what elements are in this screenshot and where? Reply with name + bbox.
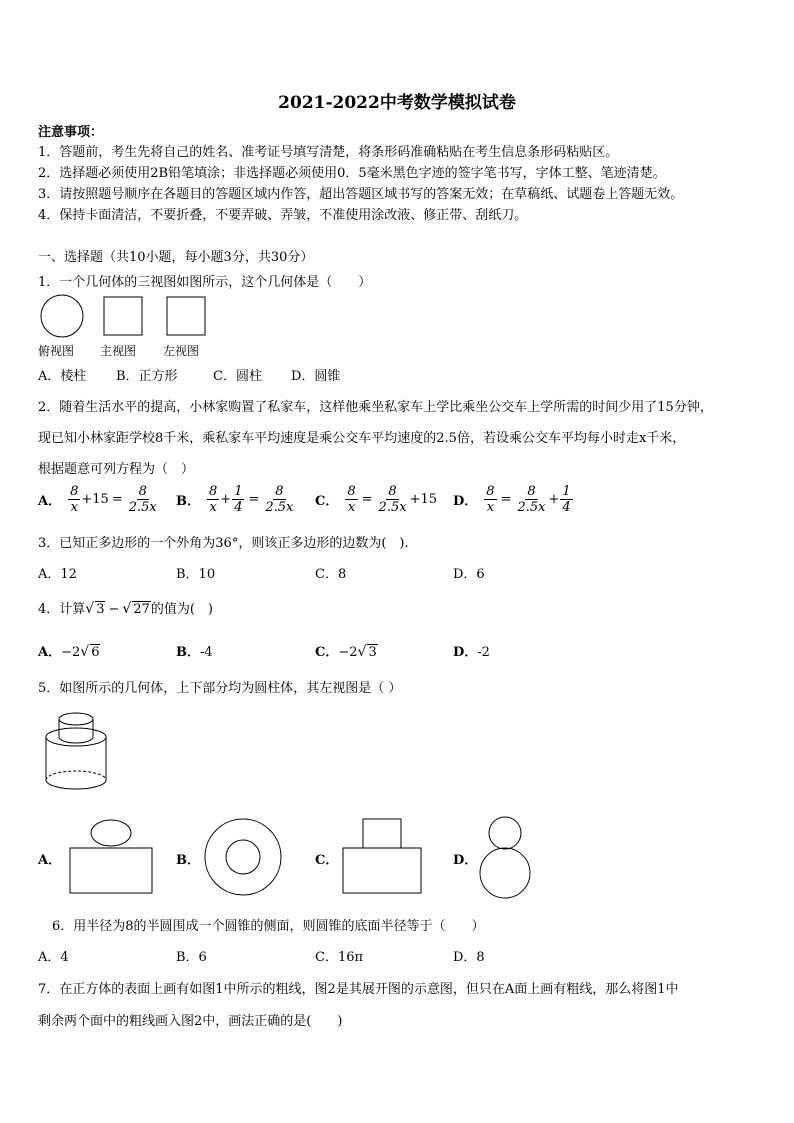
- fraction: $\frac{1}{4}$: [562, 484, 571, 515]
- q5-solid-figure: [38, 710, 110, 792]
- q6-option-c: C．16π: [315, 950, 364, 965]
- q4-option-c: C．−2√ 3: [315, 644, 377, 660]
- option-label: D．: [453, 494, 478, 509]
- q3-stem: 3．已知正多边形的一个外角为36°，则该正多边形的边数为( ).: [38, 536, 409, 551]
- q4-option-b: B．-4: [176, 645, 213, 660]
- q4-option-d: D．-2: [453, 645, 490, 660]
- q1-three-views: [38, 294, 218, 342]
- q7-line-2: 剩余两个面中的粗线画入图2中，画法正确的是( ): [38, 1014, 343, 1029]
- fraction: $\frac{8}{2.5x}$: [517, 484, 546, 515]
- q5-option-a-figure: [68, 818, 154, 896]
- q2-option-d: D． $\frac{8}{x}$ = $\frac{8}{2.5x}$ + $\frac{1}{4}$: [453, 484, 571, 515]
- q2-line-1: 2．随着生活水平的提高，小林家购置了私家车，这样他乘坐私家车上学比乘坐公交车上学所需的时间少用了15分钟，: [38, 400, 713, 415]
- section-heading: 一、选择题（共10小题，每小题3分，共30分）: [38, 250, 314, 265]
- q1-stem: 1．一个几何体的三视图如图所示，这个几何体是（ ）: [38, 275, 372, 290]
- fraction: $\frac{8}{x}$: [347, 484, 356, 515]
- notice-item-4: 4．保持卡面清洁，不要折叠，不要弄破、弄皱，不准使用涂改液、修正带、刮纸刀。: [38, 208, 528, 223]
- fraction: $\frac{8}{x}$: [70, 484, 79, 515]
- top-view-circle: [41, 295, 83, 337]
- side-view-square: [167, 297, 205, 335]
- q6-option-d: D．8: [453, 950, 485, 965]
- fraction: $\frac{8}{2.5x}$: [378, 484, 407, 515]
- q3-option-a: A．12: [38, 567, 77, 582]
- q1-option-b: B．正方形: [116, 369, 178, 384]
- q2-line-3: 根据题意可列方程为（ ）: [38, 462, 195, 477]
- q6-option-a: A．4: [38, 950, 69, 965]
- option-label: B．: [176, 494, 200, 509]
- q2-option-c: C． $\frac{8}{x}$ = $\frac{8}{2.5x}$ +15: [315, 484, 437, 515]
- q6-stem: 6．用半径为8的半圆围成一个圆锥的侧面，则圆锥的底面半径等于（ ）: [52, 919, 485, 934]
- notice-heading: 注意事项：: [38, 125, 104, 140]
- q2-line-2: 现已知小林家距学校8千米，乘私家车平均速度是乘公交车平均速度的2.5倍，若设乘公交车平均每小时走x千米，: [38, 431, 686, 446]
- q3-option-b: B．10: [176, 567, 216, 582]
- q2-option-a: A． $\frac{8}{x}$ +15 = $\frac{8}{2.5x}$: [38, 484, 157, 515]
- q1-option-c: C．圆柱: [213, 369, 262, 384]
- notice-item-1: 1．答题前，考生先将自己的姓名、准考证号填写清楚，将条形码准确粘贴在考生信息条形码粘贴区。: [38, 145, 619, 160]
- q4-stem: 4．计算√ 3 − √ 27的值为( ): [38, 601, 214, 617]
- caption-front-view: 主视图: [100, 344, 137, 358]
- front-view-square: [104, 297, 142, 335]
- fraction: $\frac{1}{4}$: [234, 484, 243, 515]
- q2-option-b: B． $\frac{8}{x}$ + $\frac{1}{4}$ = $\frac{8}{2.5x}$: [176, 484, 294, 515]
- q5-option-d-figure: [478, 816, 538, 902]
- fraction: $\frac{8}{2.5x}$: [265, 484, 294, 515]
- notice-item-2: 2．选择题必须使用2B铅笔填涂；非选择题必须使用0．5毫米黑色字迹的签字笔书写，字体工整、笔迹清楚。: [38, 166, 666, 181]
- q3-option-d: D．6: [453, 567, 485, 582]
- q5-stem: 5．如图所示的几何体，上下部分均为圆柱体，其左视图是（ ）: [38, 681, 402, 696]
- q5-option-c-label: C．: [315, 853, 339, 868]
- page-title: 2021-2022中考数学模拟试卷: [278, 93, 516, 113]
- q5-option-d-label: D．: [453, 853, 478, 868]
- q4-option-a: A．−2√ 6: [38, 644, 100, 660]
- q5-option-b-figure: [204, 818, 284, 898]
- q1-option-d: D．圆锥: [291, 369, 341, 384]
- fraction: $\frac{8}{x}$: [209, 484, 218, 515]
- q5-option-a-label: A．: [38, 853, 62, 868]
- fraction: $\frac{8}{x}$: [486, 484, 495, 515]
- q7-line-1: 7．在正方体的表面上画有如图1中所示的粗线，图2是其展开图的示意图，但只在A面上画有粗线，那么将图1中: [38, 982, 679, 997]
- notice-item-3: 3．请按照题号顺序在各题目的答题区域内作答，超出答题区域书写的答案无效；在草稿纸、试题卷上答题无效。: [38, 187, 684, 202]
- option-label: C．: [315, 494, 339, 509]
- q5-option-b-label: B．: [176, 853, 200, 868]
- caption-side-view: 左视图: [163, 344, 200, 358]
- q3-option-c: C．8: [315, 567, 347, 582]
- q1-option-a: A．棱柱: [38, 369, 87, 384]
- q5-option-c-figure: [341, 818, 423, 896]
- option-label: A．: [38, 494, 62, 509]
- fraction: $\frac{8}{2.5x}$: [128, 484, 157, 515]
- caption-top-view: 俯视图: [38, 344, 75, 358]
- q6-option-b: B．6: [176, 950, 207, 965]
